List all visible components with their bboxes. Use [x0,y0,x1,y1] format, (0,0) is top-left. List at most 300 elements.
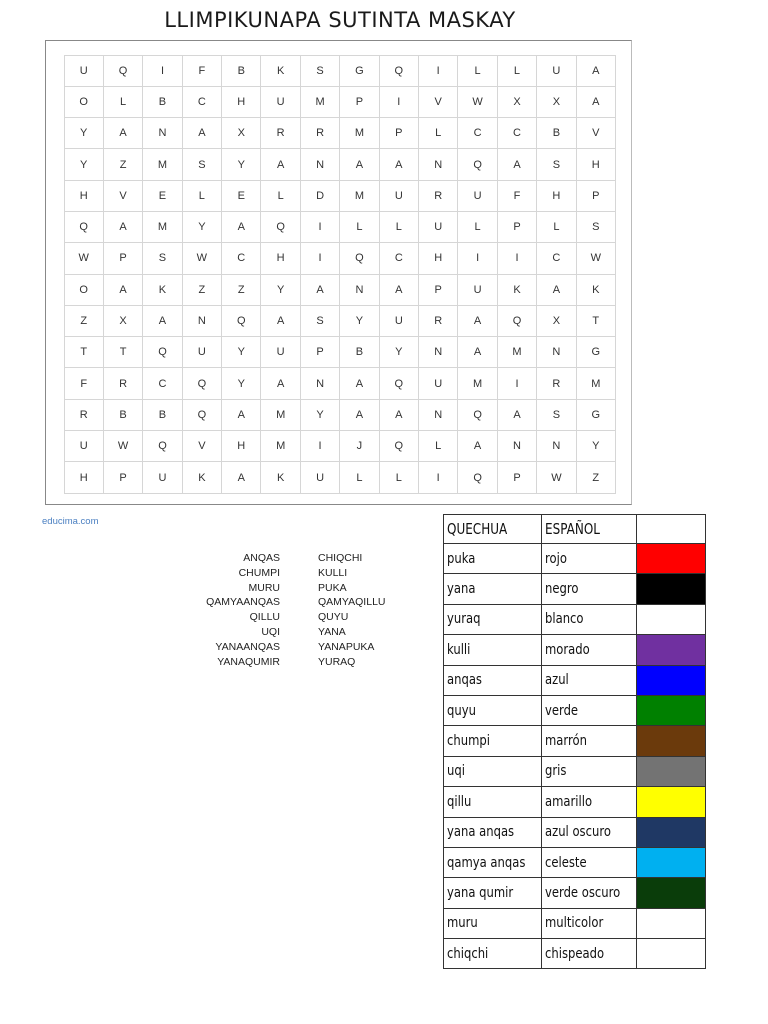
legend-quechua-word: qamya anqas [447,854,526,871]
legend-espanol-cell [541,817,636,847]
grid-cell[interactable]: E [142,180,182,212]
legend-quechua-word: uqi [447,763,465,780]
grid-cell[interactable]: Q [221,305,261,337]
legend-color-swatch [636,878,705,908]
word-list-left [150,551,280,669]
grid-cell[interactable]: M [339,117,379,149]
grid-cell[interactable]: L [418,117,458,149]
grid-cell[interactable]: U [457,274,497,306]
grid-cell[interactable]: I [379,86,419,118]
legend-row [444,635,706,665]
grid-cell[interactable]: V [182,430,222,462]
legend-espanol-cell [541,908,636,938]
grid-cell[interactable]: U [64,55,104,87]
grid-cell[interactable]: Z [182,274,222,306]
grid-cell[interactable]: C [379,242,419,274]
grid-cell[interactable]: L [457,211,497,243]
grid-cell[interactable]: U [260,336,300,368]
grid-cell[interactable]: W [103,430,143,462]
grid-cell[interactable]: F [497,180,537,212]
grid-cell[interactable]: O [64,86,104,118]
legend-espanol-word: rojo [544,550,567,567]
grid-cell[interactable]: R [260,117,300,149]
legend-espanol-cell [541,665,636,695]
grid-cell[interactable]: U [260,86,300,118]
legend-row [444,939,706,969]
grid-cell[interactable]: L [379,211,419,243]
grid-cell[interactable]: N [497,430,537,462]
grid-cell[interactable]: P [418,274,458,306]
grid-cell[interactable]: Y [221,367,261,399]
grid-cell[interactable]: L [260,180,300,212]
grid-cell[interactable]: I [457,242,497,274]
grid-cell[interactable]: Y [221,336,261,368]
grid-cell[interactable]: M [300,86,340,118]
grid-cell[interactable]: A [221,399,261,431]
word-list-item: PUKA [318,581,347,594]
grid-cell[interactable]: H [260,242,300,274]
legend-color-swatch [636,574,705,604]
grid-cell[interactable]: S [536,148,576,180]
legend-header-espanol [541,515,636,544]
word-list-right [318,551,448,669]
grid-cell[interactable]: U [300,461,340,493]
grid-cell[interactable]: B [103,399,143,431]
legend-espanol-word: multicolor [544,915,604,932]
legend-row [444,787,706,817]
grid-cell[interactable]: K [182,461,222,493]
grid-cell[interactable]: C [457,117,497,149]
site-credit: educima.com [42,516,99,527]
grid-cell[interactable]: G [576,399,616,431]
grid-cell[interactable]: L [339,211,379,243]
grid-cell[interactable]: L [418,430,458,462]
grid-cell[interactable]: A [260,148,300,180]
grid-cell[interactable]: B [221,55,261,87]
grid-cell[interactable]: W [576,242,616,274]
grid-cell[interactable]: N [300,367,340,399]
grid-cell[interactable]: Y [379,336,419,368]
grid-cell[interactable]: L [379,461,419,493]
legend-color-swatch [636,544,705,574]
grid-cell[interactable]: P [576,180,616,212]
grid-cell[interactable]: H [418,242,458,274]
word-list-item: YANAANQAS [215,640,280,653]
word-list-item: QILLU [249,611,280,624]
word-search-frame [45,40,632,505]
legend-quechua-cell [444,726,542,756]
legend-quechua-cell [444,847,542,877]
grid-cell[interactable]: M [339,180,379,212]
grid-cell[interactable]: Q [379,55,419,87]
legend-quechua-cell [444,695,542,725]
grid-cell[interactable]: N [536,336,576,368]
word-list-item: CHUMPI [238,566,280,579]
grid-cell[interactable]: H [576,148,616,180]
grid-cell[interactable]: Z [221,274,261,306]
legend-header-espanol-text: ESPAÑOL [544,520,600,538]
grid-cell[interactable]: A [497,399,537,431]
grid-cell[interactable]: I [497,242,537,274]
grid-cell[interactable]: U [418,367,458,399]
word-list-item: YANAPUKA [318,640,375,653]
grid-cell[interactable]: Z [64,305,104,337]
legend-espanol-cell [541,544,636,574]
grid-cell[interactable]: Q [142,336,182,368]
grid-cell[interactable]: A [260,367,300,399]
grid-cell[interactable]: M [260,430,300,462]
grid-cell[interactable]: P [497,461,537,493]
legend-quechua-cell [444,878,542,908]
grid-cell[interactable]: N [142,117,182,149]
legend-header-quechua-text: QUECHUA [447,520,508,538]
grid-cell[interactable]: I [497,367,537,399]
grid-cell[interactable]: N [536,430,576,462]
grid-cell[interactable]: S [576,211,616,243]
legend-espanol-word: azul oscuro [544,824,611,841]
grid-cell[interactable]: L [339,461,379,493]
legend-header-row [444,515,706,544]
legend-quechua-cell [444,574,542,604]
grid-cell[interactable]: H [64,180,104,212]
legend-espanol-word: azul [544,672,569,689]
grid-cell[interactable]: X [221,117,261,149]
legend-quechua-word: yuraq [447,611,481,628]
word-list-item: UQI [261,625,280,638]
grid-cell[interactable]: K [260,55,300,87]
grid-cell[interactable]: A [536,274,576,306]
grid-cell[interactable]: A [103,117,143,149]
grid-cell[interactable]: Q [497,305,537,337]
grid-cell[interactable]: C [142,367,182,399]
grid-cell[interactable]: T [576,305,616,337]
legend-row [444,665,706,695]
grid-cell[interactable]: V [103,180,143,212]
grid-cell[interactable]: N [300,148,340,180]
word-list-item: QAMYAQILLU [318,596,386,609]
grid-cell[interactable]: C [182,86,222,118]
grid-cell[interactable]: M [497,336,537,368]
grid-cell[interactable]: S [300,55,340,87]
grid-cell[interactable]: R [536,367,576,399]
grid-cell[interactable]: Q [379,430,419,462]
grid-cell[interactable]: S [182,148,222,180]
legend-quechua-word: anqas [447,672,482,689]
grid-cell[interactable]: G [576,336,616,368]
grid-cell[interactable]: L [103,86,143,118]
legend-header-quechua [444,515,542,544]
grid-cell[interactable]: A [103,274,143,306]
grid-cell[interactable]: Q [379,367,419,399]
legend-espanol-cell [541,695,636,725]
legend-quechua-cell [444,908,542,938]
grid-cell[interactable]: B [339,336,379,368]
grid-cell[interactable]: L [536,211,576,243]
legend-row [444,574,706,604]
grid-cell[interactable]: U [64,430,104,462]
grid-cell[interactable]: A [300,274,340,306]
legend-quechua-word: yana [447,581,476,598]
legend-quechua-cell [444,817,542,847]
grid-cell[interactable]: N [418,336,458,368]
legend-quechua-cell [444,544,542,574]
grid-cell[interactable]: U [536,55,576,87]
grid-cell[interactable]: A [576,86,616,118]
grid-cell[interactable]: P [103,461,143,493]
grid-cell[interactable]: F [64,367,104,399]
grid-cell[interactable]: Q [64,211,104,243]
grid-cell[interactable]: O [64,274,104,306]
grid-cell[interactable]: A [260,305,300,337]
legend-espanol-cell [541,726,636,756]
grid-cell[interactable]: A [142,305,182,337]
word-list-item: QAMYAANQAS [206,596,280,609]
grid-cell[interactable]: X [103,305,143,337]
grid-cell[interactable]: M [457,367,497,399]
grid-cell[interactable]: A [576,55,616,87]
color-legend [443,514,708,970]
legend-quechua-cell [444,939,542,969]
grid-cell[interactable]: I [300,242,340,274]
grid-cell[interactable]: Z [103,148,143,180]
grid-cell[interactable]: A [182,117,222,149]
legend-color-swatch [636,847,705,877]
grid-cell[interactable]: T [103,336,143,368]
grid-cell[interactable]: Y [221,148,261,180]
grid-cell[interactable]: A [379,148,419,180]
legend-espanol-word: negro [544,581,579,598]
legend-espanol-cell [541,939,636,969]
grid-cell[interactable]: H [64,461,104,493]
legend-quechua-word: quyu [447,702,476,719]
grid-cell[interactable]: R [300,117,340,149]
grid-cell[interactable]: A [457,305,497,337]
grid-cell[interactable]: V [418,86,458,118]
grid-cell[interactable]: A [457,430,497,462]
grid-cell[interactable]: J [339,430,379,462]
grid-cell[interactable]: B [142,86,182,118]
legend-row [444,726,706,756]
grid-cell[interactable]: M [142,148,182,180]
legend-espanol-cell [541,635,636,665]
word-search-grid [64,55,615,493]
legend-quechua-word: puka [447,550,476,567]
grid-cell[interactable]: X [536,86,576,118]
grid-cell[interactable]: V [576,117,616,149]
grid-cell[interactable]: Y [339,305,379,337]
grid-cell[interactable]: E [221,180,261,212]
grid-cell[interactable]: X [497,86,537,118]
grid-cell[interactable]: W [536,461,576,493]
grid-cell[interactable]: C [221,242,261,274]
grid-cell[interactable]: N [182,305,222,337]
legend-espanol-word: amarillo [544,793,593,810]
grid-cell[interactable]: A [339,367,379,399]
grid-cell[interactable]: M [142,211,182,243]
grid-cell[interactable]: A [221,461,261,493]
grid-cell[interactable]: C [497,117,537,149]
word-list-item: QUYU [318,611,349,624]
grid-cell[interactable]: K [576,274,616,306]
grid-cell[interactable]: S [142,242,182,274]
grid-cell[interactable]: Q [457,461,497,493]
grid-cell[interactable]: I [142,55,182,87]
legend-row [444,908,706,938]
word-list-item: MURU [248,581,280,594]
grid-cell[interactable]: I [300,211,340,243]
legend-quechua-word: chumpi [447,733,490,750]
grid-cell[interactable]: N [418,399,458,431]
grid-cell[interactable]: S [536,399,576,431]
legend-espanol-cell [541,787,636,817]
legend-espanol-cell [541,756,636,786]
grid-cell[interactable]: U [457,180,497,212]
legend-color-swatch [636,939,705,969]
legend-header-color [636,515,705,544]
legend-quechua-word: kulli [447,641,471,658]
word-list-item: ANQAS [243,552,280,564]
grid-cell[interactable]: F [182,55,222,87]
legend-color-swatch [636,604,705,634]
grid-cell[interactable]: Y [64,148,104,180]
grid-cell[interactable]: A [379,274,419,306]
color-legend-table [443,514,706,969]
grid-cell[interactable]: P [497,211,537,243]
legend-color-swatch [636,635,705,665]
grid-cell[interactable]: Y [64,117,104,149]
legend-espanol-cell [541,847,636,877]
grid-cell[interactable]: Q [182,367,222,399]
legend-espanol-word: morado [544,641,590,658]
word-list-item: YURAQ [318,655,356,668]
grid-cell[interactable]: I [300,430,340,462]
grid-cell[interactable]: Y [576,430,616,462]
grid-cell[interactable]: Q [142,430,182,462]
grid-cell[interactable]: B [142,399,182,431]
grid-cell[interactable]: H [221,430,261,462]
legend-espanol-cell [541,878,636,908]
grid-cell[interactable]: A [221,211,261,243]
grid-cell[interactable]: R [64,399,104,431]
legend-espanol-word: gris [544,763,567,780]
grid-cell[interactable]: R [418,305,458,337]
legend-quechua-cell [444,756,542,786]
grid-cell[interactable]: W [182,242,222,274]
grid-cell[interactable]: Q [457,399,497,431]
grid-cell[interactable]: M [576,367,616,399]
grid-cell[interactable]: D [300,180,340,212]
grid-cell[interactable]: Y [300,399,340,431]
grid-cell[interactable]: Q [260,211,300,243]
legend-row [444,817,706,847]
grid-cell[interactable]: N [418,148,458,180]
grid-cell[interactable]: A [379,399,419,431]
grid-cell[interactable]: G [339,55,379,87]
grid-cell[interactable]: A [497,148,537,180]
grid-cell[interactable]: X [536,305,576,337]
legend-espanol-word: verde oscuro [544,884,621,901]
grid-cell[interactable]: P [300,336,340,368]
grid-cell[interactable]: Q [457,148,497,180]
grid-cell[interactable]: Q [103,55,143,87]
grid-cell[interactable]: H [221,86,261,118]
grid-cell[interactable]: P [339,86,379,118]
grid-cell[interactable]: N [339,274,379,306]
legend-color-swatch [636,665,705,695]
legend-espanol-word: marrón [544,733,587,750]
grid-cell[interactable]: S [300,305,340,337]
legend-espanol-word: celeste [544,854,587,871]
legend-quechua-word: yana anqas [447,824,515,841]
grid-cell[interactable]: Z [576,461,616,493]
grid-cell[interactable]: K [142,274,182,306]
grid-cell[interactable]: W [457,86,497,118]
grid-cell[interactable]: R [103,367,143,399]
grid-cell[interactable]: L [497,55,537,87]
grid-cell[interactable]: C [536,242,576,274]
legend-row [444,695,706,725]
grid-cell[interactable]: B [536,117,576,149]
grid-cell[interactable]: I [418,461,458,493]
word-list-item: KULLI [318,566,348,579]
grid-cell[interactable]: P [379,117,419,149]
legend-quechua-word: chiqchi [447,945,489,962]
legend-espanol-word: blanco [544,611,584,628]
grid-cell[interactable]: Q [182,399,222,431]
legend-color-swatch [636,756,705,786]
grid-cell[interactable]: L [182,180,222,212]
word-list-item: YANA [318,625,346,638]
legend-color-swatch [636,908,705,938]
legend-espanol-word: verde [544,702,579,719]
grid-cell[interactable]: Y [182,211,222,243]
grid-cell[interactable]: A [103,211,143,243]
legend-row [444,544,706,574]
grid-cell[interactable]: Q [339,242,379,274]
legend-row [444,878,706,908]
legend-quechua-cell [444,665,542,695]
grid-cell[interactable]: M [260,399,300,431]
grid-cell[interactable]: A [339,148,379,180]
legend-color-swatch [636,695,705,725]
grid-cell[interactable]: U [379,305,419,337]
legend-quechua-word: qillu [447,793,472,810]
grid-cell[interactable]: R [418,180,458,212]
grid-cell[interactable]: A [339,399,379,431]
grid-cell[interactable]: P [103,242,143,274]
grid-cell[interactable]: L [457,55,497,87]
legend-row [444,756,706,786]
grid-cell[interactable]: T [64,336,104,368]
grid-cell[interactable]: A [457,336,497,368]
word-list-item: YANAQUMIR [217,655,280,668]
grid-cell[interactable]: I [418,55,458,87]
grid-cell[interactable]: U [142,461,182,493]
legend-row [444,604,706,634]
legend-color-swatch [636,726,705,756]
grid-cell[interactable]: U [182,336,222,368]
grid-cell[interactable]: K [260,461,300,493]
grid-cell[interactable]: U [379,180,419,212]
grid-cell[interactable]: U [418,211,458,243]
legend-quechua-word: yana qumir [447,884,514,901]
legend-quechua-word: muru [447,915,478,932]
grid-cell[interactable]: K [497,274,537,306]
grid-cell[interactable]: H [536,180,576,212]
grid-cell[interactable]: Y [260,274,300,306]
legend-espanol-cell [541,574,636,604]
grid-cell[interactable]: W [64,242,104,274]
